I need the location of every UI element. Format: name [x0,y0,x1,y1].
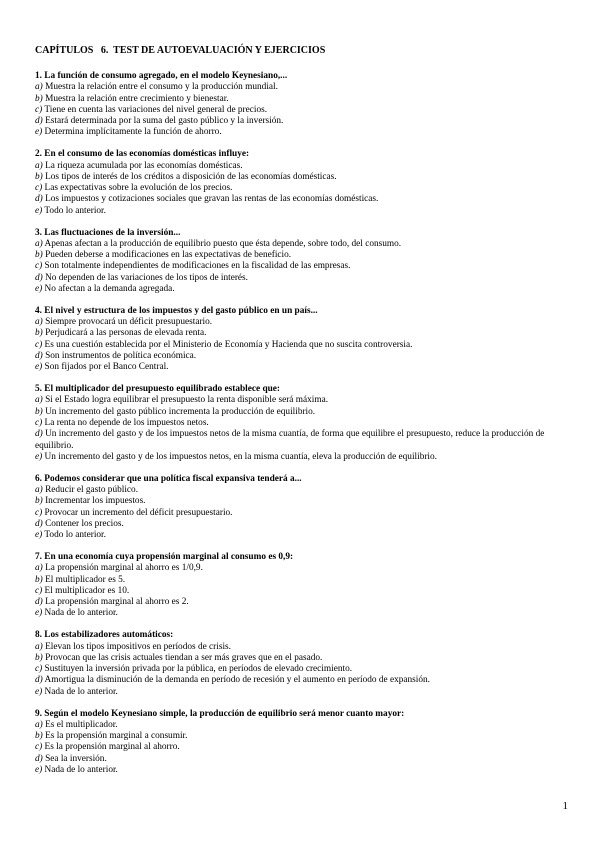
answer-option [35,675,575,686]
answer-option [35,161,575,172]
answer-option [35,183,575,194]
option-letter: b) [35,652,43,663]
option-letter: b) [35,328,43,339]
option-letter: c) [35,585,43,596]
option-text: Es la propensión marginal al ahorro. [42,742,180,753]
option-text: Un incremento del gasto y de los impuestos netos de la misma cuantía, de forma que equilibre el presupuesto, reduce la producción de equilibrio. [35,429,545,451]
option-letter: c) [35,664,43,675]
option-text: La propensión marginal al ahorro es 2. [42,597,189,608]
option-text: Apenas afectan a la producción de equilibrio puesto que ésta depende, sobre todo, del consumo. [42,238,402,249]
answer-option [35,395,575,406]
answer-option [35,496,575,507]
question-2 [35,149,575,217]
option-text: El multiplicador es 5. [42,574,126,585]
question-title: 4. El nivel y estructura de los impuestos y del gasto público en un país... [35,305,318,316]
option-text: Reducir el gasto público. [42,485,139,495]
option-letter: d) [35,351,43,362]
answer-option [35,664,575,675]
option-text: Si el Estado logra equilibrar el presupuesto la renta disponible será máxima. [42,395,329,406]
option-text: Nada de lo anterior. [42,765,118,776]
answer-option [35,194,575,205]
option-letter: d) [35,597,43,608]
option-letter: a) [35,395,43,406]
option-letter: d) [35,272,43,283]
option-text: Es el multiplicador. [42,719,118,730]
answer-option [35,586,575,597]
answer-option [35,485,575,496]
question-list [35,71,575,776]
option-text: Sea la inversión. [42,753,107,764]
option-letter: c) [35,742,43,753]
question-4 [35,306,575,374]
answer-option [35,94,575,105]
option-text: Todo lo anterior. [42,205,106,216]
option-text: La propensión marginal al ahorro es 1/0,9. [42,563,203,574]
question-title: 8. Los estabilizadores automáticos: [35,630,174,641]
document-title: CAPÍTULOS 6. TEST DE AUTOEVALUACIÓN Y EJERCICIOS [35,45,326,56]
option-text: Nada de lo anterior. [42,686,118,697]
option-text: Siempre provocará un déficit presupuestario. [42,317,213,328]
answer-option [35,687,575,698]
option-letter: b) [35,731,43,742]
option-text: Contener los precios. [42,518,124,529]
answer-option [35,563,575,574]
answer-option [35,429,575,452]
page-number: 1 [562,800,568,812]
option-text: El multiplicador es 10. [42,585,130,596]
option-letter: c) [35,261,43,272]
option-letter: e) [35,362,43,373]
option-letter: b) [35,171,43,182]
answer-option [35,328,575,339]
option-text: Pueden deberse a modificaciones en las expectativas de beneficio. [42,250,292,261]
question-5 [35,384,575,463]
option-text: Provocar un incremento del déficit presupuestario. [42,507,233,518]
option-text: Son instrumentos de política económica. [42,351,197,362]
answer-option [35,250,575,261]
question-title: 1. La función de consumo agregado, en el modelo Keynesiano,... [35,71,288,81]
answer-option [35,642,575,653]
option-text: Los tipos de interés de los créditos a disposición de las economías domésticas. [42,171,337,182]
option-text: Son fijados por el Banco Central. [42,362,169,373]
option-letter: a) [35,641,43,652]
option-text: Determina implícitamente la función de ahorro. [42,127,222,138]
option-text: Tiene en cuenta las variaciones del nivel general de precios. [42,104,268,115]
answer-option [35,362,575,373]
question-title: 7. En una economía cuya propensión marginal al consumo es 0,9: [35,551,294,562]
option-text: La riqueza acumulada por las economías domésticas. [42,160,243,171]
question-8 [35,630,575,698]
answer-option [35,116,575,127]
answer-option [35,742,575,753]
question-9 [35,709,575,777]
option-text: Muestra la relación entre crecimiento y bienestar. [42,93,229,104]
option-text: Incrementar los impuestos. [42,496,146,507]
option-letter: c) [35,183,43,194]
answer-option [35,206,575,217]
answer-option [35,575,575,586]
question-1 [35,71,575,139]
option-text: No dependen de las variaciones de los tipos de interés. [42,272,248,283]
option-letter: a) [35,82,43,93]
answer-option [35,530,575,541]
option-letter: d) [35,194,43,205]
option-text: Provocan que las crisis actuales tiendan a ser más graves que en el pasado. [42,652,323,663]
option-letter: b) [35,574,43,585]
option-letter: d) [35,518,43,529]
answer-option [35,261,575,272]
question-3 [35,228,575,296]
answer-option [35,273,575,284]
option-letter: a) [35,719,43,730]
answer-option [35,452,575,463]
answer-option [35,754,575,765]
answer-option [35,608,575,619]
option-text: Elevan los tipos impositivos en períodos de crisis. [42,641,231,652]
question-6 [35,474,575,542]
answer-option [35,720,575,731]
option-letter: e) [35,205,43,216]
option-text: La renta no depende de los impuestos netos. [42,418,209,429]
option-letter: a) [35,563,43,574]
option-text: Las expectativas sobre la evolución de los precios. [42,183,233,194]
document-page [35,45,575,787]
option-letter: c) [35,418,43,429]
option-letter: e) [35,127,43,138]
answer-option [35,351,575,362]
answer-option [35,731,575,742]
answer-option [35,653,575,664]
answer-option [35,172,575,183]
option-letter: a) [35,238,43,249]
option-text: Muestra la relación entre el consumo y la producción mundial. [42,82,278,93]
answer-option [35,284,575,295]
option-letter: b) [35,93,43,104]
option-letter: e) [35,686,43,697]
option-letter: c) [35,339,43,350]
option-text: Amortigua la disminución de la demanda en período de recesión y el aumento en período de expansión. [42,675,431,686]
option-letter: b) [35,406,43,417]
option-text: No afectan a la demanda agregada. [42,284,175,295]
option-letter: d) [35,753,43,764]
option-text: Los impuestos y cotizaciones sociales que gravan las rentas de las economías domésticas. [42,194,379,205]
question-title: 5. El multiplicador del presupuesto equilibrado establece que: [35,384,281,395]
option-letter: a) [35,317,43,328]
option-letter: e) [35,451,43,462]
answer-option [35,418,575,429]
question-title: 2. En el consumo de las economías domésticas influye: [35,149,250,160]
answer-option [35,597,575,608]
option-text: Es una cuestión establecida por el Ministerio de Economía y Hacienda que no suscita controversia. [42,339,413,350]
answer-option [35,765,575,776]
answer-option [35,82,575,93]
question-7 [35,552,575,620]
question-title: 6. Podemos considerar que una política fiscal expansiva tenderá a... [35,473,302,484]
option-letter: b) [35,496,43,507]
answer-option [35,105,575,116]
option-letter: e) [35,284,43,295]
answer-option [35,519,575,530]
option-text: Un incremento del gasto público incrementa la producción de equilibrio. [42,406,316,417]
answer-option [35,508,575,519]
option-letter: b) [35,250,43,261]
question-title: 3. Las fluctuaciones de la inversión... [35,227,181,238]
option-text: Nada de lo anterior. [42,608,118,619]
option-letter: c) [35,104,43,115]
answer-option [35,317,575,328]
option-letter: e) [35,530,43,541]
answer-option [35,127,575,138]
option-text: Es la propensión marginal a consumir. [42,731,188,742]
option-letter: d) [35,116,43,127]
answer-option [35,340,575,351]
option-text: Un incremento del gasto y de los impuestos netos, en la misma cuantía, eleva la producción de equilibrio. [42,451,437,462]
option-letter: a) [35,160,43,171]
question-title: 9. Según el modelo Keynesiano simple, la producción de equilibrio será menor cuanto mayor: [35,708,405,719]
option-letter: e) [35,765,43,776]
option-text: Son totalmente independientes de modificaciones en la fiscalidad de las empresas. [42,261,351,272]
answer-option [35,407,575,418]
option-letter: c) [35,507,43,518]
option-text: Sustituyen la inversión privada por la pública, en períodos de elevado crecimiento. [42,664,353,675]
option-letter: e) [35,608,43,619]
option-letter: d) [35,675,43,686]
option-text: Perjudicará a las personas de elevada renta. [42,328,207,339]
option-text: Estará determinada por la suma del gasto público y la inversión. [42,116,284,127]
option-letter: d) [35,429,43,440]
option-letter: a) [35,485,43,495]
answer-option [35,239,575,250]
option-text: Todo lo anterior. [42,530,106,541]
